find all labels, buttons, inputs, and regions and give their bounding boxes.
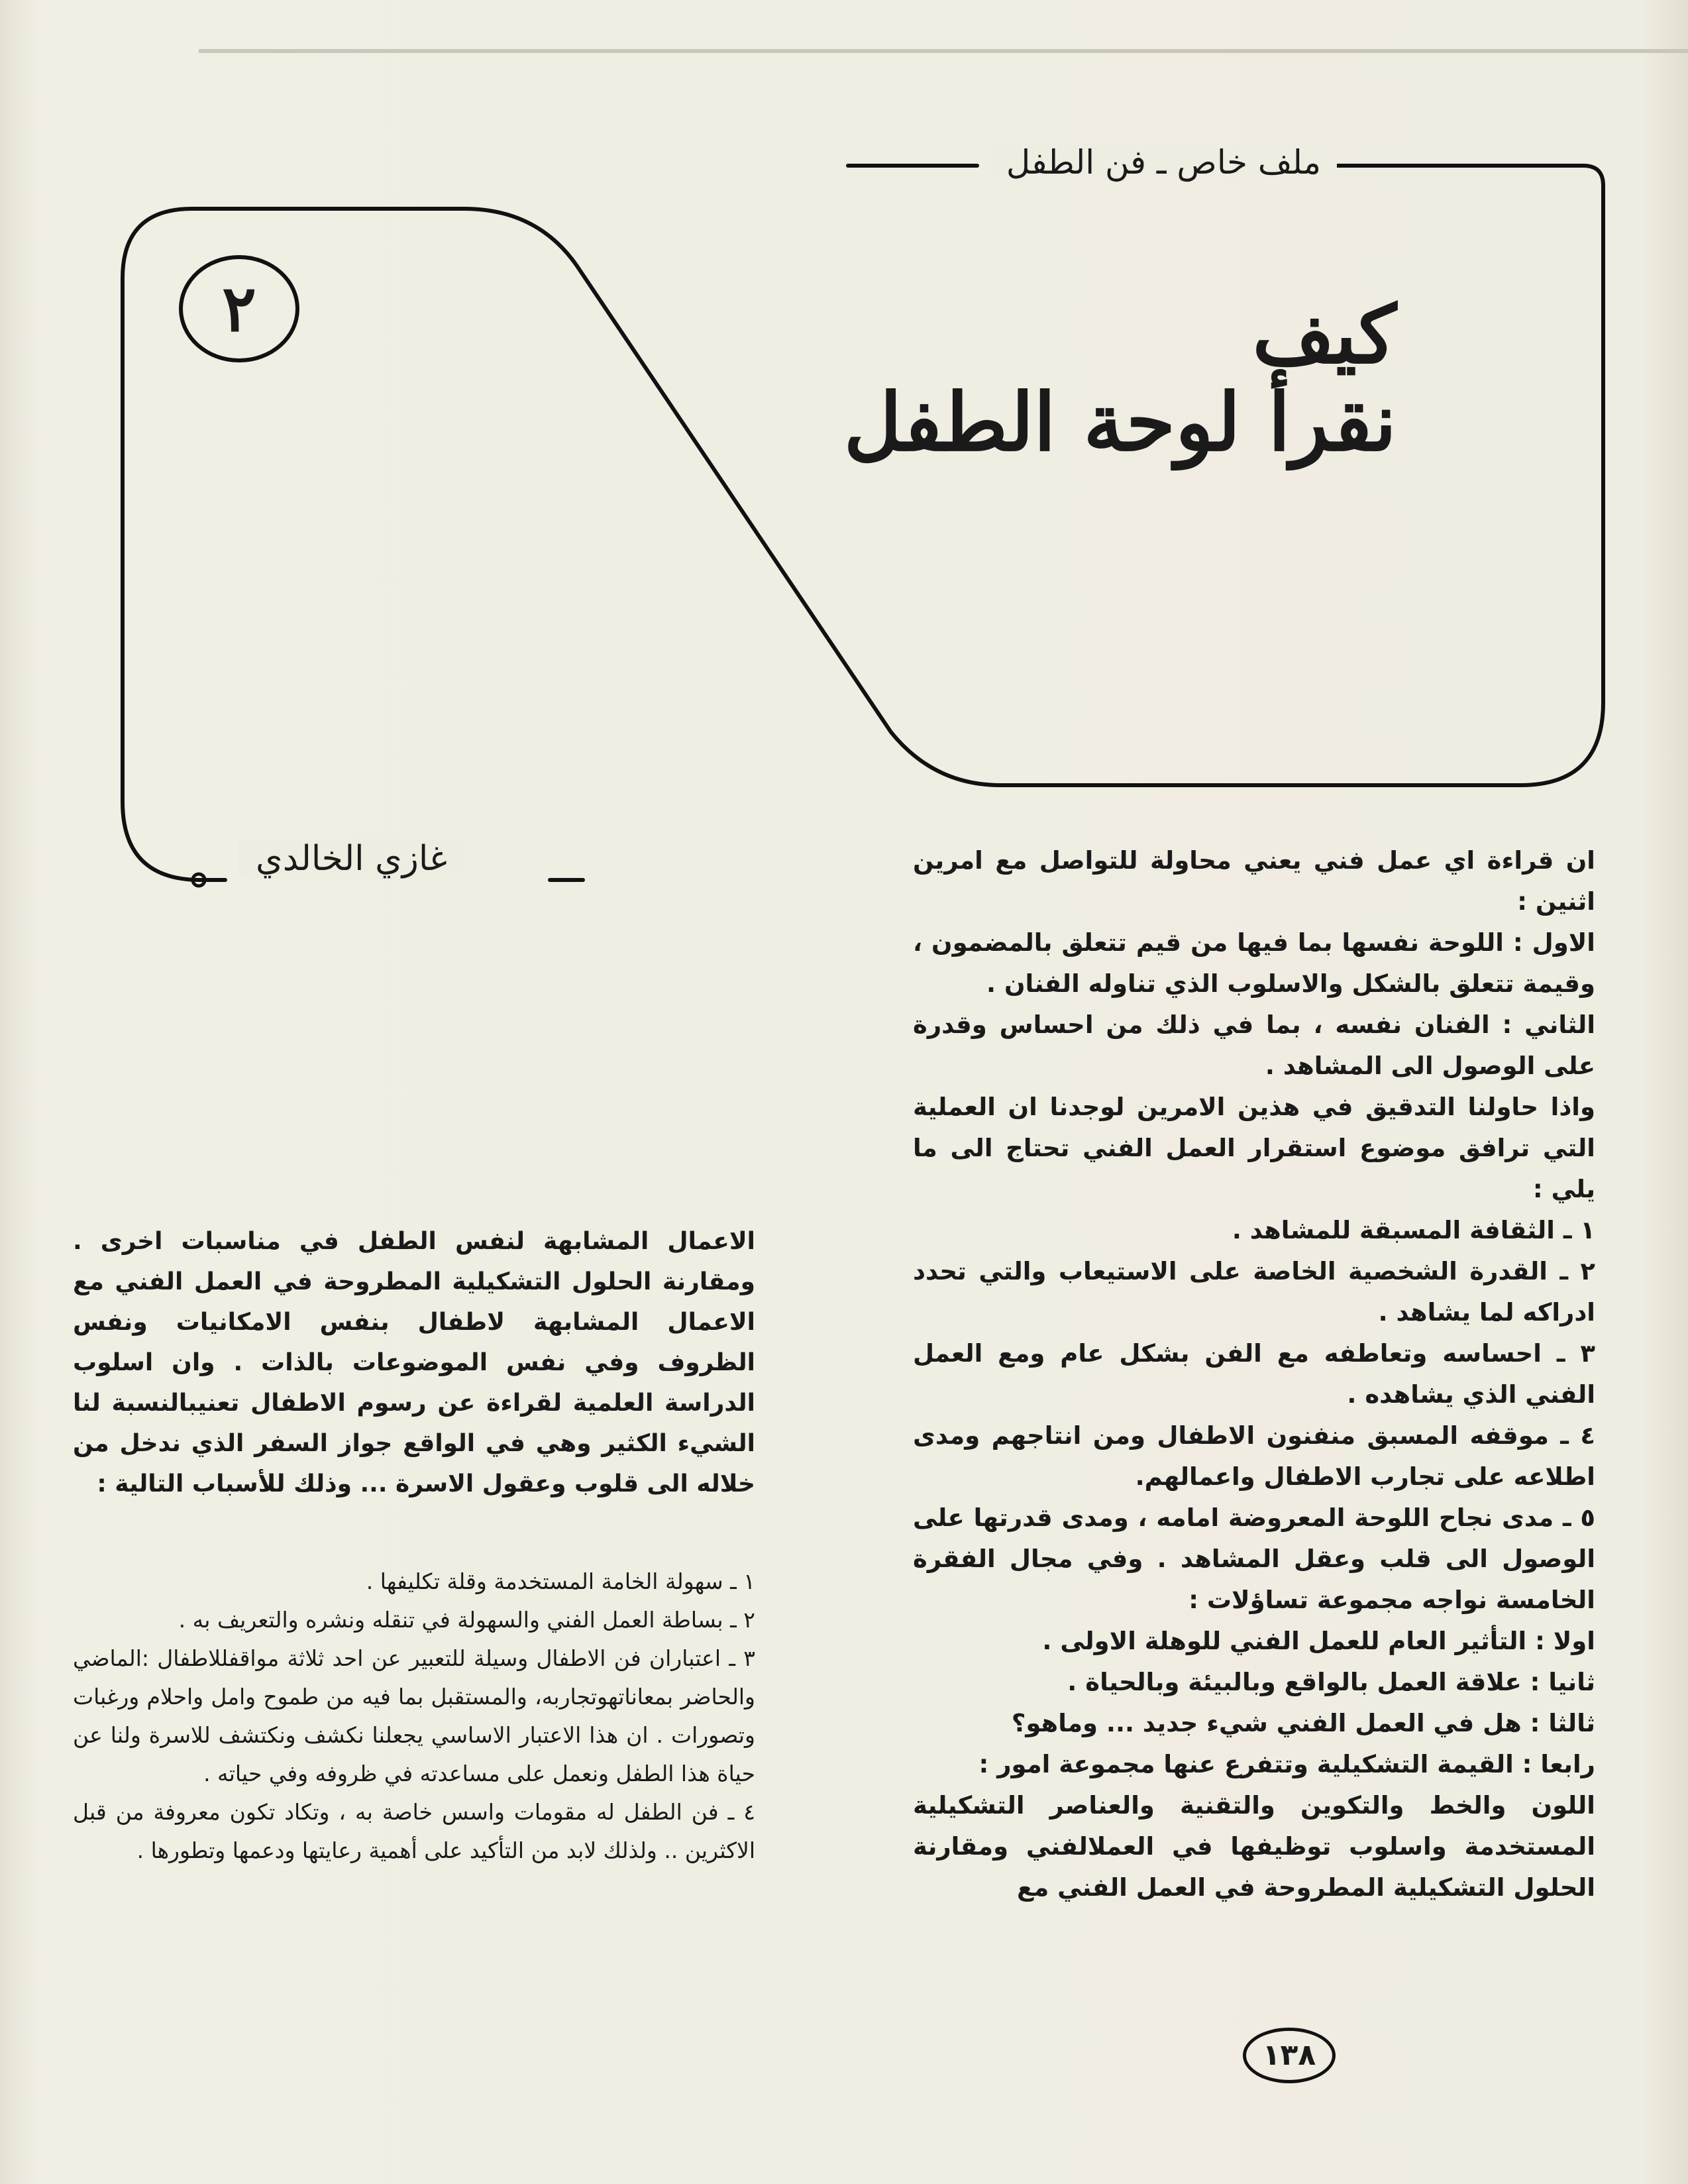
title-line-2: نقرأ لوحة الطفل	[843, 376, 1397, 469]
article-title	[469, 288, 1397, 469]
paragraph: واذا حاولنا التدقيق في هذين الامرين لوجدنا ان العملية التي ترافق موضوع استقرار العمل الفني تحتاج الى ما يلي :	[913, 1093, 1595, 1203]
right-column	[913, 840, 1595, 1908]
section-label: ملف خاص ـ فن الطفل	[990, 143, 1337, 182]
reason-item: ٢ ـ بساطة العمل الفني والسهولة في تنقله ونشره والتعريف به .	[178, 1607, 755, 1633]
paragraph: الثاني : الفنان نفسه ، بما في ذلك من احساس وقدرة على الوصول الى المشاهد .	[913, 1010, 1595, 1080]
left-column-list	[73, 1562, 755, 1870]
question-item: ثانيا : علاقة العمل بالواقع وبالبيئة وبالحياة .	[1067, 1668, 1595, 1696]
part-number-badge: ٢	[179, 255, 299, 362]
left-column-bold	[73, 1221, 755, 1504]
title-line-1: كيف	[1252, 288, 1397, 382]
reason-item: ٣ ـ اعتباران فن الاطفال وسيلة للتعبير عن احد ثلاثة مواقفللاطفال :الماضي والحاضر بمعاناتهوتجاربه، والمستقبل بما فيه من طموح وامل واحلام ورغبات وتصورات . ان هذا الاعتبار الاساسي يجعلنا نكشف ونكتشف للاسرة ولنا عن حياة هذا الطفل ونعمل على مساعدته في ظروفه وفي حياته .	[73, 1645, 755, 1786]
paragraph: الاعمال المشابهة لنفس الطفل في مناسبات اخرى . ومقارنة الحلول التشكيلية المطروحة في العمل الفني مع الاعمال المشابهة لاطفال بنفس الامكانيات ونفس الظروف وفي نفس الموضوعات بالذات . وان اسلوب الدراسة العلمية لقراءة عن رسوم الاطفال تعنيبالنسبة لنا الشيء الكثير وهي في الواقع جواز السفر الذي ندخل من خلاله الى قلوب وعقول الاسرة ... وذلك للأسباب التالية :	[73, 1228, 755, 1498]
list-item: ١ ـ الثقافة المسبقة للمشاهد .	[1232, 1216, 1595, 1244]
question-item: اولا : التأثير العام للعمل الفني للوهلة الاولى .	[1042, 1627, 1595, 1655]
paragraph: ان قراءة اي عمل فني يعني محاولة للتواصل مع امرين اثنين :	[913, 846, 1595, 916]
list-item: ٥ ـ مدى نجاح اللوحة المعروضة امامه ، ومدى قدرتها على الوصول الى قلب وعقل المشاهد . وفي مجال الفقرة الخامسة نواجه مجموعة تساؤلات :	[913, 1503, 1595, 1614]
paragraph: اللون والخط والتكوين والتقنية والعناصر التشكيلية المستخدمة واسلوب توظيفها في العملالفني ومقارنة الحلول التشكيلية المطروحة في العمل الفني مع	[913, 1791, 1595, 1902]
question-item: رابعا : القيمة التشكيلية وتتفرع عنها مجموعة امور :	[978, 1750, 1595, 1778]
question-item: ثالثا : هل في العمل الفني شيء جديد ... وماهو؟	[1011, 1709, 1595, 1737]
reason-item: ٤ ـ فن الطفل له مقومات واسس خاصة به ، وتكاد تكون معروفة من قبل الاكثرين .. ولذلك لابد من التأكيد على أهمية رعايتها ودعمها وتطورها .	[73, 1799, 755, 1863]
list-item: ٢ ـ القدرة الشخصية الخاصة على الاستيعاب والتي تحدد ادراكه لما يشاهد .	[913, 1257, 1595, 1327]
author-name: غازي الخالدي	[238, 839, 464, 879]
list-item: ٤ ـ موقفه المسبق منفنون الاطفال ومن انتاجهم ومدى اطلاعه على تجارب الاطفال واعمالهم.	[913, 1421, 1595, 1491]
paragraph: الاول : اللوحة نفسها بما فيها من قيم تتعلق بالمضمون ، وقيمة تتعلق بالشكل والاسلوب الذي تناوله الفنان .	[913, 928, 1595, 998]
reason-item: ١ ـ سهولة الخامة المستخدمة وقلة تكليفها .	[366, 1568, 755, 1594]
list-item: ٣ ـ احساسه وتعاطفه مع الفن بشكل عام ومع العمل الفني الذي يشاهده .	[913, 1339, 1595, 1409]
page-number: ١٣٨	[1243, 2028, 1336, 2083]
